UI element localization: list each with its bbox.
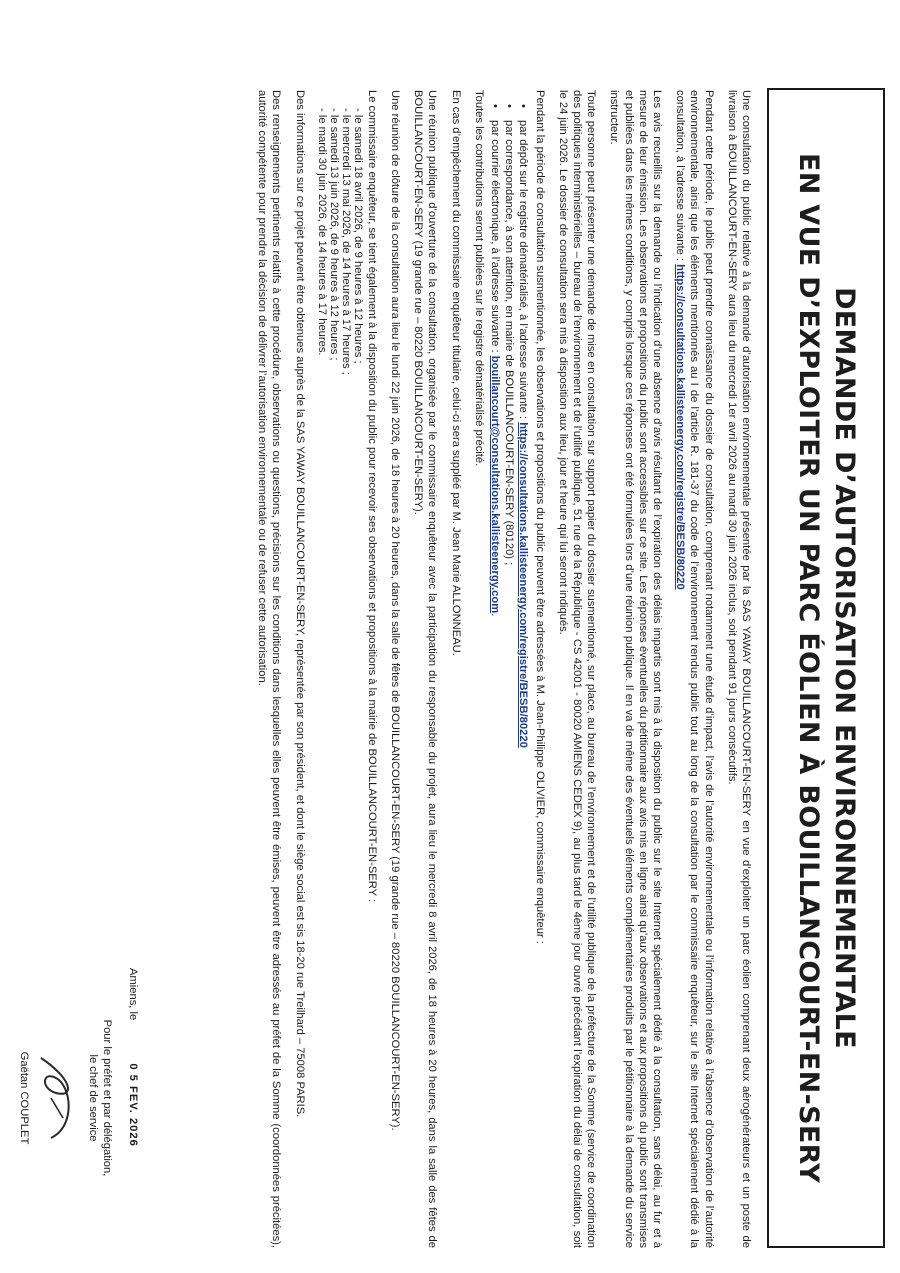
email-text: par courrier électronique, à l’adresse suivante : [488, 120, 501, 353]
contact-methods-list [488, 90, 531, 1248]
intro-paragraph: Une consultation du public relative à la demande d’autorisation environnementale présentée par la SAS YAWAY BOUILLANCOURT-EN-SERY en vue d’exploiter un parc éolien comprenant deux aérogénérateurs et un poste de livraison à BOUILLANCOURT-EN-SERY aura lieu du mercredi 1er avril 2026 au mardi 30 juin 2026 inclus, soit pendant 91 jours consécutifs. [725, 90, 752, 1248]
empechement-paragraph: En cas d’empêchement du commissaire enquêteur titulaire, celui-ci sera suppléé par M. Jean Marie ALLONNEAU. [449, 90, 462, 656]
list-item: - le mercredi 13 mai 2026, de 14 heures à 17 heures ; [340, 108, 352, 1248]
registre-link[interactable]: https://consultations.kallisteenergy.com/registre/BESB/80220 [674, 264, 687, 590]
email-end: . [488, 613, 501, 617]
reunion-ouverture-paragraph: Une réunion publique d’ouverture de la consultation, organisée par le commissaire enquêteur avec la participation du responsable du projet, aura lieu le mercredi 8 avril 2026, de 18 heures à 20 heures, dans la salle des fêtes de BOUILLANCOURT-EN-SERY (19 grande rue – 80220 BOUILLANCOURT-EN-SERY). [412, 90, 439, 1248]
papier-paragraph: Toute personne peut présenter une demande de mise en consultation sur support papier du dossier susmentionné, sur place, au bureau de l’environnement et de l’utilité publique de la préfecture de la Somme (service de coordination des politiques interministérielles – bureau de l’environnement et de l’utilité publique, 51 rue de la République - CS 42001 - 80020 AMIENS CEDEX 9), au plus tard le 4ème jour ouvré précédant l’expiration du délai de consultation, soit le 24 juin 2026. Le dossier de consultation sera mis à disposition aux lieu, jour et heure qui lui seront indiqués. [556, 90, 598, 1248]
contributions-paragraph: Toutes les contributions seront publiées sur le registre dématérialisé précité. [472, 90, 485, 467]
period-paragraph [673, 90, 716, 1248]
list-item [516, 104, 530, 1248]
date-stamp: 0 5 FEV. 2026 [127, 1063, 139, 1147]
service-line: le chef de service [86, 1054, 99, 1142]
list-item: • par correspondance, à son attention, en mairie de BOUILLANCOURT-EN-SERY (80120) ; [502, 104, 516, 1248]
title-line-1: DEMANDE D’AUTORISATION ENVIRONNEMENTALE [829, 287, 860, 1049]
title-line-2: EN VUE D’EXPLOITER UN PARC ÉOLIEN À BOUILLANCOURT-EN-SERY [793, 152, 824, 1184]
permanences-intro: Le commissaire enquêteur, se tient également à la disposition du public pour recevoir ses observations et propositions à la mairie de BOUILLANCOURT-EN-SERY : [365, 90, 378, 903]
reunion-cloture-paragraph: Une réunion de clôture de la consultation aura lieu le lundi 22 juin 2026, de 18 heures à 20 heures, dans la salle de fêtes de BOUILLANCOURT-EN-SERY (19 grande rue – 80220 BOUILLANCOURT-EN-SERY). [388, 90, 401, 1131]
period-text: Pendant cette période, le public peut prendre connaissance du dossier de consultation, comprenant notamment une étude d’impact, l’avis de l’autorité environnementale ou l’information relative à l’absence d’observation de l’autorité environnementale, ainsi que les éléments mentionnés au I de l’article R. 181-37 du code de l’environnement rendus public tout au long de la consultation par le commissaire enquêteur, sur le site Internet spécialement dédié à la consultation, à l’adresse suivante : [674, 90, 715, 1248]
handwritten-signature [33, 1038, 81, 1158]
informations-paragraph: Des informations sur ce projet peuvent être obtenues auprès de la SAS YAWAY BOUILLANCOURT-EN-SERY, représentée par son président, et dont le siège social est sis 18-20 rue Treilhard – 75008 PARIS. [293, 90, 306, 1118]
avis-paragraph: Les avis recueillis sur la demande ou l’indication d’une absence d’avis résultant de l’expiration des délais impartis sont mis à la disposition du public sur le site Internet spécialement dédié à la consultation, sans délai, au fur et à mesure de leur émission. Les observations et propositions du public sont accessibles sur ce site. Les réponses éventuelles du pétitionnaire aux avis mis en ligne ainsi qu’aux observations et aux propositions du public sont transmises et publiées dans les mêmes conditions, y compris lorsque ces réponses ont été formulées lors d’une réunion publique. Il en va de même des éventuels éléments complémentaires produits par le pétitionnaire à la demande du service instructeur. [608, 90, 663, 1248]
pendant-periode-paragraph: Pendant la période de consultation susmentionnée, les observations et propositions du public peuvent être adressées à M. Jean-Philippe OLIVIER, commissaire enquêteur : [533, 90, 546, 944]
permanences-list [316, 90, 364, 1248]
place-label: Amiens, le [127, 968, 139, 1021]
list-item: - le samedi 13 juin 2026, de 9 heures à 12 heures ; [328, 108, 340, 1248]
email-link[interactable]: bouillancourt@consultations.kallisteenergy.com [488, 355, 501, 614]
document-page [15, 68, 885, 1268]
list-item [488, 104, 502, 1248]
registre-link-2[interactable]: https://consultations.kallisteenergy.com/registre/BESB/80220 [517, 422, 530, 748]
signatory-name: Gaëtan COUPLET [18, 1051, 31, 1145]
renseignements-paragraph: Des renseignements pertinents relatifs à cette procédure, observations ou questions, précisions sur les conditions dans lesquelles elles peuvent être émises, peuvent être adressés au préfet de la Somme (coordonnées précitées), autorité compétente pour prendre la décision de délivrer l’autorisation environnementale ou de refuser cette autorisation. [256, 90, 283, 1248]
registre-text: par dépôt sur le registre dématérialisé, à l’adresse suivante : [517, 120, 530, 420]
signature-block [17, 968, 140, 1228]
delegation-line: Pour le préfet et par délégation, [100, 1019, 113, 1177]
notice-body [246, 90, 753, 1248]
title-box [767, 88, 885, 1248]
date-row [126, 968, 140, 1228]
list-item: - le mardi 30 juin 2026, de 14 heures à 17 heures. [316, 108, 328, 1248]
list-item: - le samedi 18 avril 2026, de 9 heures à 12 heures ; [352, 108, 364, 1248]
